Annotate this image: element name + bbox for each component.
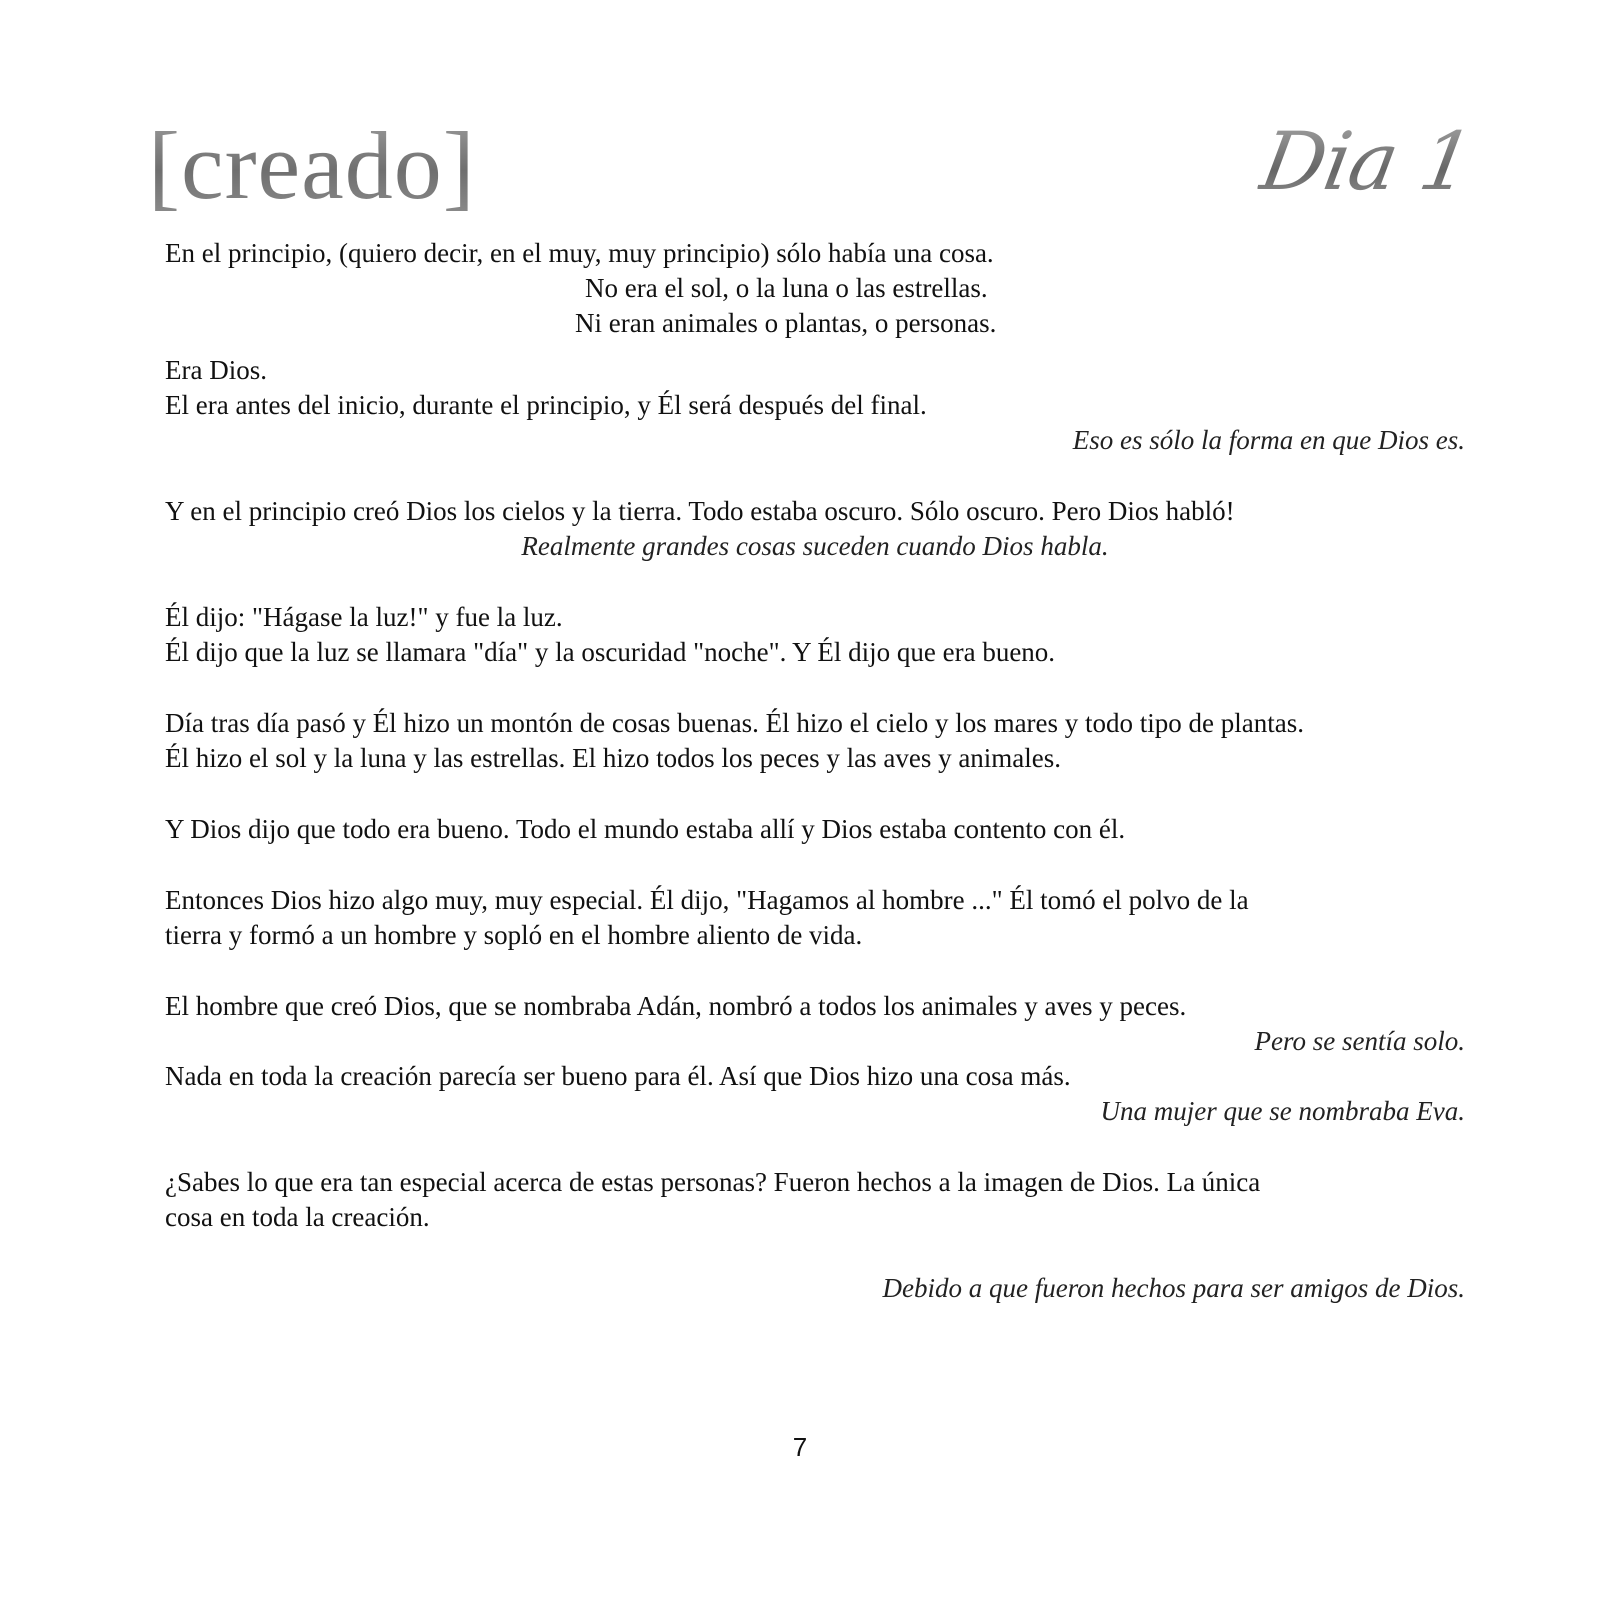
paragraph-3: [165, 494, 1465, 564]
italic-aside: Realmente grandes cosas suceden cuando Dios habla.: [521, 531, 1109, 561]
text-line: Nada en toda la creación parecía ser bueno para él. Así que Dios hizo una cosa más.: [165, 1061, 1071, 1091]
italic-aside: Debido a que fueron hechos para ser amigos de Dios.: [882, 1273, 1465, 1303]
italic-aside: Eso es sólo la forma en que Dios es.: [1072, 425, 1465, 455]
paragraph-2: [165, 353, 1465, 458]
text-line: cosa en toda la creación.: [165, 1202, 430, 1232]
italic-aside: Pero se sentía solo.: [1254, 1026, 1465, 1056]
day-label: Dia 1: [1253, 115, 1480, 208]
text-line: Él dijo: "Hágase la luz!" y fue la luz.: [165, 602, 563, 632]
paragraph-7: [165, 883, 1465, 953]
text-line: No era el sol, o la luna o las estrellas.: [585, 273, 988, 303]
text-line: ¿Sabes lo que era tan especial acerca de estas personas? Fueron hechos a la imagen de Dios. La única: [165, 1167, 1261, 1197]
paragraph-5: [165, 706, 1465, 776]
italic-aside: Una mujer que se nombraba Eva.: [1100, 1096, 1465, 1126]
paragraph-10: [165, 1271, 1465, 1306]
text-line: Y Dios dijo que todo era bueno. Todo el mundo estaba allí y Dios estaba contento con él.: [165, 814, 1126, 844]
text-line: Era Dios.: [165, 355, 267, 385]
text-line: Y en el principio creó Dios los cielos y la tierra. Todo estaba oscuro. Sólo oscuro. Pero Dios habló!: [165, 496, 1235, 526]
page-title: [creado]: [148, 112, 476, 219]
text-line: Día tras día pasó y Él hizo un montón de cosas buenas. Él hizo el cielo y los mares y todo tipo de plantas.: [165, 708, 1304, 738]
paragraph-4: [165, 600, 1465, 670]
paragraph-6: [165, 812, 1465, 847]
text-line: Ni eran animales o plantas, o personas.: [575, 308, 997, 338]
story-body: [165, 236, 1465, 1306]
paragraph-9: [165, 1165, 1465, 1235]
text-line: El hombre que creó Dios, que se nombraba Adán, nombró a todos los animales y aves y peces.: [165, 991, 1187, 1021]
text-line: Él hizo el sol y la luna y las estrellas. El hizo todos los peces y las aves y animales.: [165, 743, 1062, 773]
text-line: tierra y formó a un hombre y sopló en el hombre aliento de vida.: [165, 920, 863, 950]
text-line: El era antes del inicio, durante el principio, y Él será después del final.: [165, 390, 927, 420]
paragraph-1: [165, 236, 1465, 341]
text-line: Él dijo que la luz se llamara "día" y la oscuridad "noche". Y Él dijo que era bueno.: [165, 637, 1056, 667]
text-line: En el principio, (quiero decir, en el muy, muy principio) sólo había una cosa.: [165, 238, 994, 268]
paragraph-8: [165, 989, 1465, 1129]
text-line: Entonces Dios hizo algo muy, muy especial. Él dijo, "Hagamos al hombre ..." Él tomó el polvo de la: [165, 885, 1249, 915]
page-number: 7: [792, 1432, 808, 1462]
